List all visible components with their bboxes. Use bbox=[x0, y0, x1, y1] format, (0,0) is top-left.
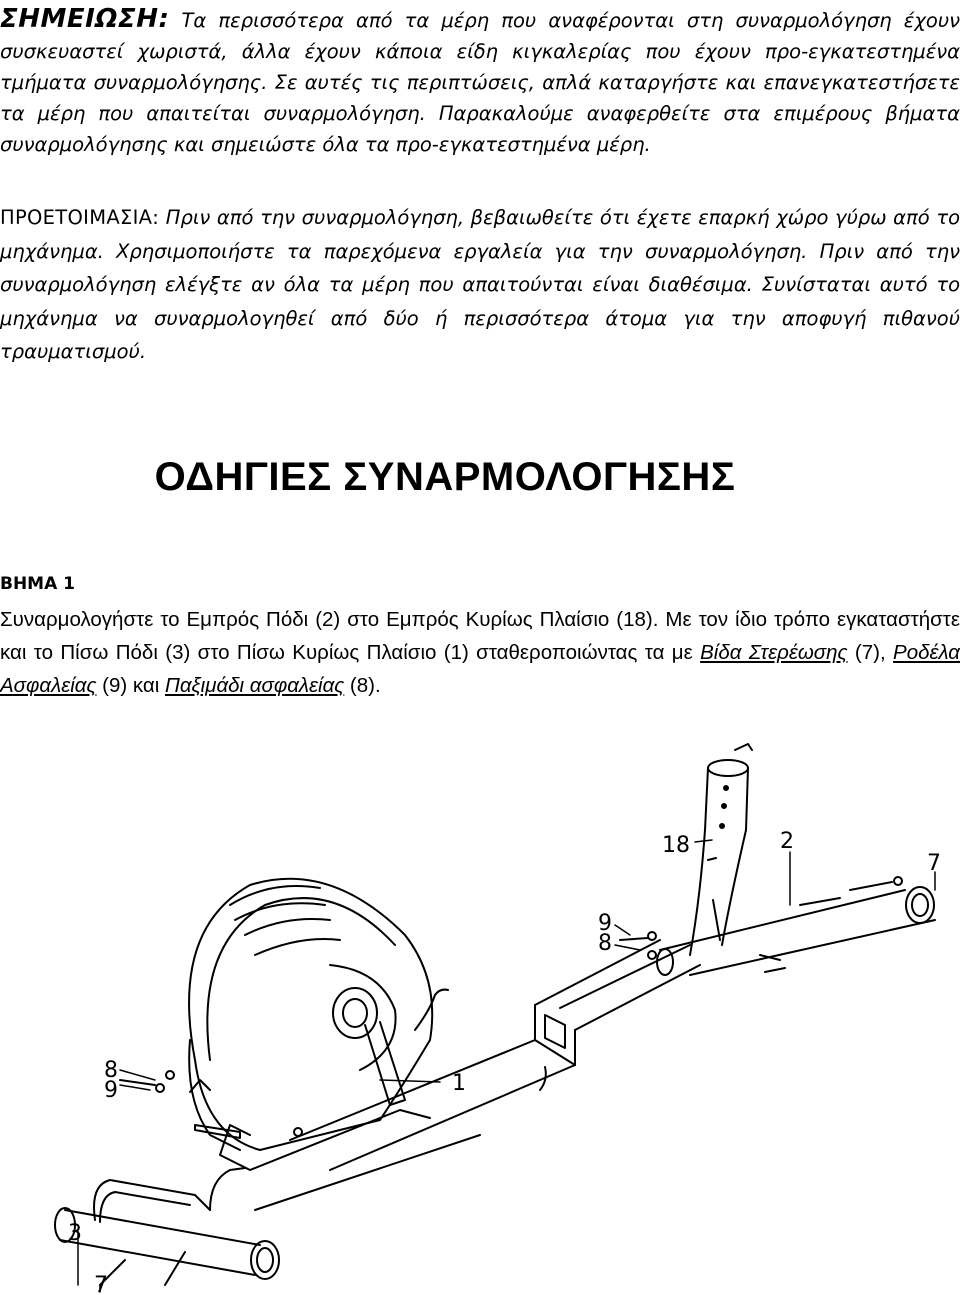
nut-term: Παξιμάδι ασφαλείας bbox=[164, 674, 345, 697]
preparation-paragraph bbox=[0, 201, 960, 369]
bolt-term: Βίδα Στερέωσης bbox=[700, 641, 848, 664]
washer-term: Ροδέλα Ασφαλείας bbox=[0, 641, 960, 697]
rear-stabilizer bbox=[55, 1168, 279, 1295]
callout-7-front: 7 bbox=[927, 851, 941, 876]
preparation-label: ΠΡΟΕΤΟΙΜΑΣΙΑ: bbox=[0, 206, 160, 229]
step-text-2: (7), bbox=[847, 641, 894, 664]
main-rail bbox=[290, 940, 700, 1170]
step-text-3: (9) και bbox=[96, 674, 165, 697]
leader-lines bbox=[78, 840, 935, 1292]
note-paragraph bbox=[0, 4, 960, 160]
callout-8-front: 8 bbox=[598, 931, 612, 956]
page-title: ΟΔΗΓΙΕΣ ΣΥΝΑΡΜΟΛΟΓΗΣΗΣ bbox=[154, 455, 736, 499]
front-upright-post bbox=[690, 744, 752, 955]
note-text: Τα περισσότερα από τα μέρη που αναφέρονται στη συναρμολόγηση έχουν συσκευαστεί χωριστά, άλλα έχουν κάποια είδη κιγκαλερίας που έχουν προ-εγκατεστημένα τμήματα συναρμολόγησης. Σε αυτές τις περιπτώσεις, απλά καταργήστε και επανεγκατεστήσετε τα μέρη που απαιτείται συναρμολόγηση. Παρακαλούμε αναφερθείτε στα επιμέρους βήματα συναρμολόγησης και σημειώστε όλα τα προ-εγκατεστημένα μέρη. bbox=[0, 9, 960, 156]
step-heading: ΒΗΜΑ 1 bbox=[0, 574, 76, 594]
callouts bbox=[68, 829, 941, 1295]
flywheel-shroud bbox=[189, 879, 432, 1150]
callout-1: 1 bbox=[452, 1071, 466, 1096]
callout-9-rear: 9 bbox=[104, 1078, 118, 1103]
step-instructions bbox=[0, 603, 960, 702]
assembly-diagram bbox=[0, 740, 960, 1295]
callout-9-front: 9 bbox=[598, 911, 612, 936]
note-label: ΣΗΜΕΙΩΣΗ: bbox=[0, 4, 170, 34]
callout-2: 2 bbox=[780, 829, 794, 854]
callout-8-rear: 8 bbox=[104, 1058, 118, 1083]
step-text-1: Συναρμολογήστε το Εμπρός Πόδι (2) στο Εμπρός Κυρίως Πλαίσιο (18). Με τον ίδιο τρόπο εγκαταστήστε και το Πίσω Πόδι (3) στο Πίσω Κυρίως Πλαίσιο (1) σταθεροποιώντας τα με bbox=[0, 608, 960, 664]
preparation-text: Πριν από την συναρμολόγηση, βεβαιωθείτε ότι έχετε επαρκή χώρο γύρω από το μηχάνημα. Χρησιμοποιήστε τα παρεχόμενα εργαλεία για την συναρμολόγηση. Πριν από την συναρμολόγηση ελέγξτε αν όλα τα μέρη που απαιτούνται είναι διαθέσιμα. Συνίσταται αυτό το μηχάνημα να συναρμολογηθεί από δύο ή περισσότερα άτομα για την αποφυγή πιθανού τραυματισμού. bbox=[0, 206, 960, 363]
hardware bbox=[120, 877, 902, 1138]
step-text-4: (8). bbox=[344, 674, 381, 697]
callout-3: 3 bbox=[68, 1221, 82, 1246]
callout-7-rear: 7 bbox=[94, 1273, 108, 1295]
callout-18: 18 bbox=[662, 833, 690, 858]
